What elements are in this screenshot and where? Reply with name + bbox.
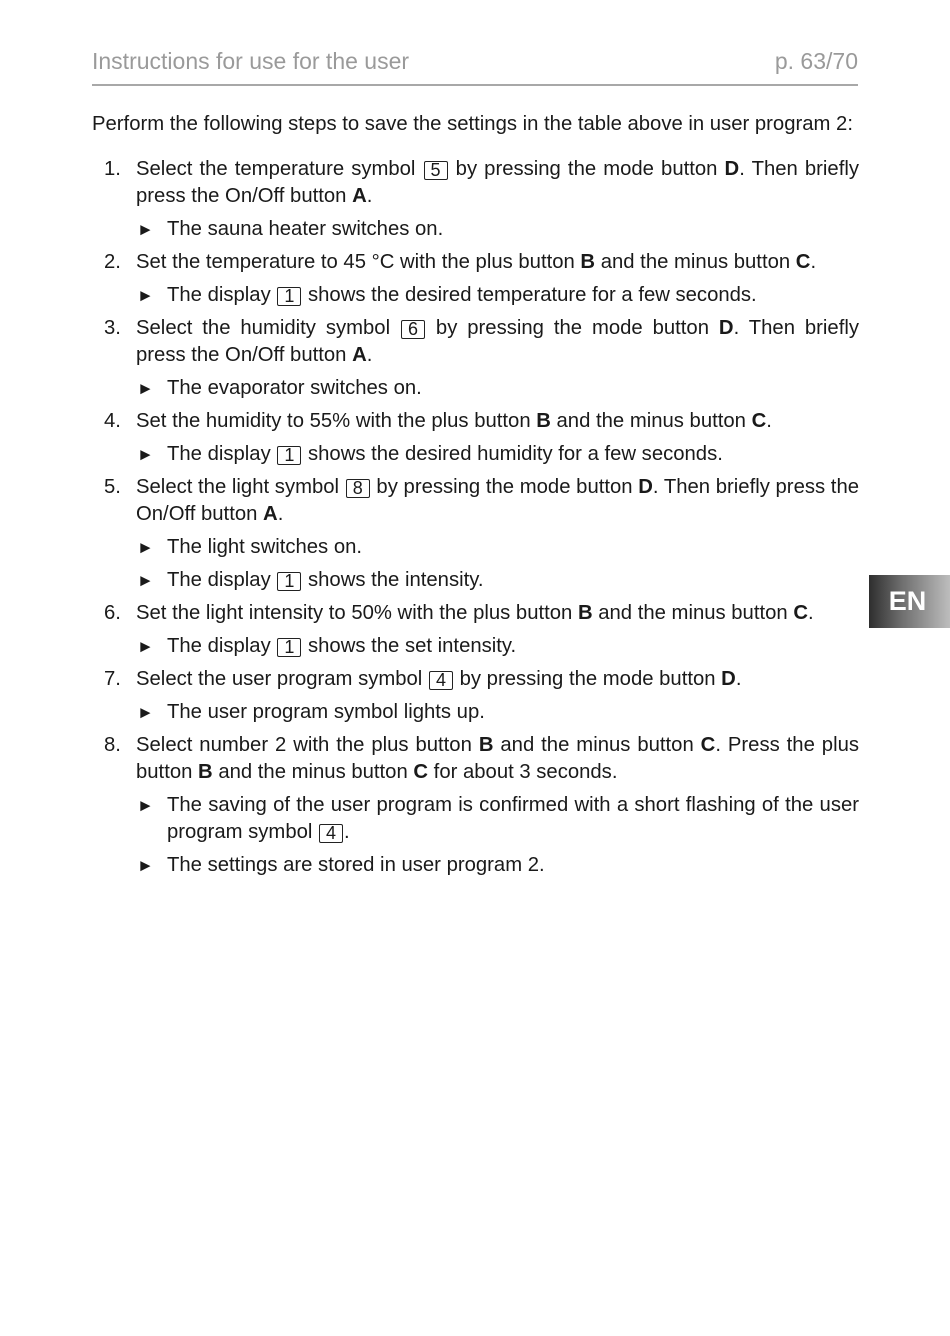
page-header	[92, 48, 858, 86]
text-run: .	[344, 821, 350, 843]
step-result	[92, 633, 859, 660]
button-letter: C	[700, 734, 716, 756]
button-letter: B	[198, 761, 213, 783]
steps-list	[92, 156, 859, 879]
step-number: 5.	[104, 476, 121, 498]
result-arrow-icon: ►	[137, 703, 154, 722]
button-letter: D	[718, 317, 734, 339]
reference-number-box: 1	[277, 572, 301, 591]
text-run: The display	[167, 569, 277, 591]
step-item	[92, 600, 859, 627]
button-letter: D	[721, 668, 736, 690]
intro-paragraph: Perform the following steps to save the settings in the table above in user program 2:	[92, 113, 853, 135]
text-run: The display	[167, 443, 277, 465]
button-letter: C	[413, 761, 429, 783]
reference-number-box: 8	[346, 479, 370, 498]
text-run: by pressing the mode button	[426, 317, 719, 339]
button-letter: D	[724, 158, 740, 180]
result-arrow-icon: ►	[137, 286, 154, 305]
button-letter: A	[263, 503, 278, 525]
text-run: shows the desired humidity for a few seconds.	[302, 443, 723, 465]
button-letter: B	[478, 734, 494, 756]
text-run: Select number 2 with the plus button	[136, 734, 479, 756]
result-arrow-icon: ►	[137, 538, 154, 557]
text-run: The display	[167, 635, 277, 657]
step-number: 4.	[104, 410, 121, 432]
button-letter: B	[577, 602, 593, 624]
step-number: 7.	[104, 668, 121, 690]
text-run: .	[810, 251, 817, 273]
text-run: shows the set intensity.	[302, 635, 517, 657]
text-run: . Then briefly press the On/Off button	[136, 158, 859, 207]
reference-number-box: 1	[277, 287, 301, 306]
text-run: and the minus button	[212, 761, 414, 783]
step-result	[92, 534, 859, 561]
step-number: 2.	[104, 251, 121, 273]
text-run: .	[366, 344, 373, 366]
text-run: by pressing the mode button	[448, 158, 725, 180]
text-run: .	[807, 602, 814, 624]
step-item	[92, 732, 859, 786]
reference-number-box: 1	[277, 638, 301, 657]
text-run: and the minus button	[592, 602, 794, 624]
result-arrow-icon: ►	[137, 379, 154, 398]
text-run: Set the light intensity to 50% with the plus button	[136, 602, 578, 624]
step-number: 6.	[104, 602, 121, 624]
language-tab-en[interactable]	[869, 575, 950, 628]
button-letter: B	[580, 251, 596, 273]
text-run: Select the temperature symbol	[136, 158, 423, 180]
step-result	[92, 441, 859, 468]
step-item	[92, 408, 859, 435]
result-arrow-icon: ►	[137, 637, 154, 656]
reference-number-box: 1	[277, 446, 301, 465]
text-run: shows the desired temperature for a few seconds.	[302, 284, 757, 306]
text-run: Select the user program symbol	[136, 668, 428, 690]
step-item	[92, 315, 859, 369]
button-letter: A	[352, 185, 367, 207]
text-run: The sauna heater switches on.	[167, 218, 444, 240]
step-number: 1.	[104, 158, 121, 180]
text-run: . Then briefly press the On/Off button	[136, 476, 859, 525]
step-item	[92, 474, 859, 528]
button-letter: D	[638, 476, 653, 498]
text-run: The evaporator switches on.	[167, 377, 422, 399]
text-run: by pressing the mode button	[370, 476, 639, 498]
step-result	[92, 375, 859, 402]
result-arrow-icon: ►	[137, 571, 154, 590]
text-run: . Then briefly press the On/Off button	[136, 317, 859, 366]
result-arrow-icon: ►	[137, 445, 154, 464]
page-number: p. 63/70	[774, 48, 858, 74]
reference-number-box: 4	[429, 671, 453, 690]
header-title: Instructions for use for the user	[92, 48, 410, 74]
step-result	[92, 216, 859, 243]
text-run: Select the light symbol	[136, 476, 345, 498]
button-letter: B	[536, 410, 551, 432]
text-run: Select the humidity symbol	[136, 317, 400, 339]
reference-number-box: 4	[319, 824, 343, 843]
text-run: .	[366, 185, 373, 207]
text-run: .	[277, 503, 284, 525]
step-result	[92, 699, 859, 726]
step-result	[92, 852, 859, 879]
text-run: The light switches on.	[167, 536, 363, 558]
text-run: and the minus button	[595, 251, 796, 273]
reference-number-box: 5	[424, 161, 448, 180]
language-tab-label: EN	[888, 586, 927, 616]
text-run: Set the humidity to 55% with the plus button	[136, 410, 537, 432]
text-run: .	[735, 668, 742, 690]
step-result	[92, 282, 859, 309]
button-letter: C	[751, 410, 767, 432]
text-run: for about 3 seconds.	[428, 761, 618, 783]
step-result	[92, 792, 859, 846]
step-number: 8.	[104, 734, 121, 756]
text-run: and the minus button	[493, 734, 701, 756]
text-run: shows the intensity.	[302, 569, 484, 591]
text-run: The display	[167, 284, 277, 306]
step-item	[92, 249, 859, 276]
step-number: 3.	[104, 317, 121, 339]
result-arrow-icon: ►	[137, 796, 154, 815]
text-run: The settings are stored in user program 2.	[167, 854, 545, 876]
text-run: and the minus button	[550, 410, 752, 432]
text-run: The saving of the user program is confirmed with a short flashing of the user program symbol	[167, 794, 859, 843]
instructions-body	[92, 111, 859, 879]
text-run: . Press the plus button	[136, 734, 860, 783]
text-run: The user program symbol lights up.	[167, 701, 485, 723]
text-run: .	[766, 410, 772, 432]
result-arrow-icon: ►	[137, 856, 154, 875]
reference-number-box: 6	[401, 320, 425, 339]
button-letter: C	[793, 602, 808, 624]
step-item	[92, 666, 859, 693]
result-arrow-icon: ►	[137, 220, 154, 239]
step-item	[92, 156, 859, 210]
button-letter: C	[795, 251, 811, 273]
text-run: Set the temperature to 45 °C with the plus button	[136, 251, 581, 273]
button-letter: A	[352, 344, 367, 366]
step-result	[92, 567, 859, 594]
text-run: by pressing the mode button	[453, 668, 722, 690]
